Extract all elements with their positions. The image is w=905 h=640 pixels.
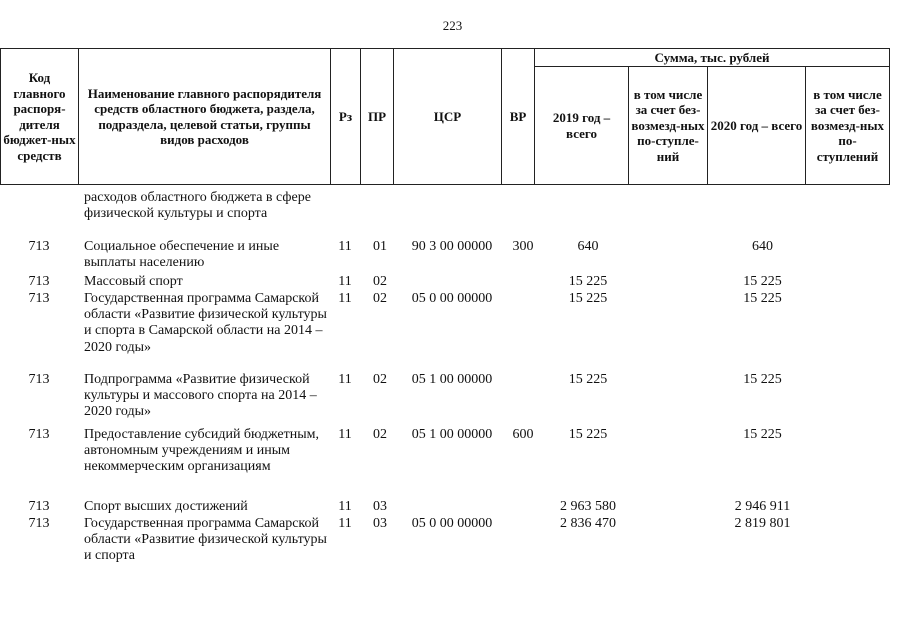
cell-name: Массовый спорт — [84, 274, 183, 289]
table-row — [0, 291, 905, 372]
cell-pr: 02 — [373, 274, 387, 289]
cell-sum-2019: 15 225 — [568, 427, 608, 442]
cell-csr: 90 3 00 00000 — [411, 239, 493, 254]
cell-code: 713 — [28, 427, 50, 442]
table-row — [0, 190, 905, 239]
cell-rz: 11 — [338, 291, 352, 306]
cell-rz: 11 — [338, 516, 352, 531]
cell-rz: 11 — [338, 372, 352, 387]
cell-sum-2020: 2 946 911 — [734, 499, 791, 514]
cell-sum-2020: 15 225 — [743, 372, 782, 387]
cell-csr: 05 0 00 00000 — [411, 291, 493, 306]
table-row — [0, 274, 905, 291]
cell-rz: 11 — [338, 427, 352, 442]
cell-code: 713 — [28, 372, 50, 387]
cell-pr: 02 — [373, 372, 387, 387]
cell-vr: 300 — [512, 239, 534, 254]
table-header — [0, 48, 890, 185]
cell-pr: 03 — [373, 499, 387, 514]
cell-name: Государственная программа Самарской области «Развитие физической культуры и спорта — [84, 516, 327, 564]
cell-sum-2020: 15 225 — [743, 291, 782, 306]
cell-sum-2019: 15 225 — [568, 372, 608, 387]
cell-name: Государственная программа Самарской области «Развитие физической культуры и спорта в Самарской области на 2014 – 2020 годы» — [84, 291, 327, 355]
table-row — [0, 427, 905, 499]
cell-name: Социальное обеспечение и иные выплаты населению — [84, 239, 280, 271]
cell-name: Предоставление субсидий бюджетным, автономным учреждениям и иным некоммерческим организациям — [84, 427, 320, 475]
header-vr: ВР — [502, 49, 535, 185]
cell-rz: 11 — [338, 274, 352, 289]
cell-sum-2020: 640 — [752, 239, 773, 254]
cell-pr: 01 — [373, 239, 387, 254]
header-2019-total: 2019 год – всего — [535, 67, 629, 185]
header-code: Код главного распоря-дителя бюджет-ных средств — [1, 49, 79, 185]
header-name: Наименование главного распорядителя средств областного бюджета, раздела, подраздела, целевой статьи, группы видов расходов — [79, 49, 331, 185]
cell-vr: 600 — [512, 427, 534, 442]
header-2020-free: в том числе за счет без-возмезд-ных по-ступлений — [806, 67, 890, 185]
cell-pr: 02 — [373, 427, 387, 442]
cell-code: 713 — [28, 499, 50, 514]
cell-csr: 05 1 00 00000 — [411, 372, 493, 387]
cell-pr: 03 — [373, 516, 387, 531]
table-body — [0, 190, 905, 568]
table-row — [0, 372, 905, 427]
header-2020-total: 2020 год – всего — [708, 67, 806, 185]
cell-sum-2019: 2 963 580 — [560, 499, 616, 514]
cell-sum-2019: 2 836 470 — [560, 516, 616, 531]
cell-sum-2020: 15 225 — [743, 427, 782, 442]
header-rz: Рз — [331, 49, 361, 185]
cell-name: расходов областного бюджета в сфере физической культуры и спорта — [84, 190, 311, 222]
cell-rz: 11 — [338, 239, 352, 254]
cell-pr: 02 — [373, 291, 387, 306]
cell-sum-2019: 15 225 — [568, 274, 608, 289]
cell-rz: 11 — [338, 499, 352, 514]
cell-sum-2019: 640 — [577, 239, 599, 254]
cell-sum-2020: 2 819 801 — [734, 516, 791, 531]
cell-csr: 05 1 00 00000 — [411, 427, 493, 442]
cell-code: 713 — [28, 274, 50, 289]
cell-sum-2020: 15 225 — [743, 274, 782, 289]
cell-code: 713 — [28, 239, 50, 254]
cell-name: Подпрограмма «Развитие физической культуры и массового спорта на 2014 – 2020 годы» — [84, 372, 317, 420]
header-sum: Сумма, тыс. рублей — [535, 49, 890, 67]
header-pr: ПР — [361, 49, 394, 185]
page-number: 223 — [442, 18, 463, 33]
table-row — [0, 516, 905, 568]
cell-csr: 05 0 00 00000 — [411, 516, 493, 531]
cell-code: 713 — [28, 291, 50, 306]
header-2019-free: в том числе за счет без-возмезд-ных по-ступле-ний — [629, 67, 708, 185]
table-row — [0, 499, 905, 516]
table-row — [0, 239, 905, 274]
cell-sum-2019: 15 225 — [568, 291, 608, 306]
cell-code: 713 — [28, 516, 50, 531]
header-csr: ЦСР — [394, 49, 502, 185]
cell-name: Спорт высших достижений — [84, 499, 248, 514]
